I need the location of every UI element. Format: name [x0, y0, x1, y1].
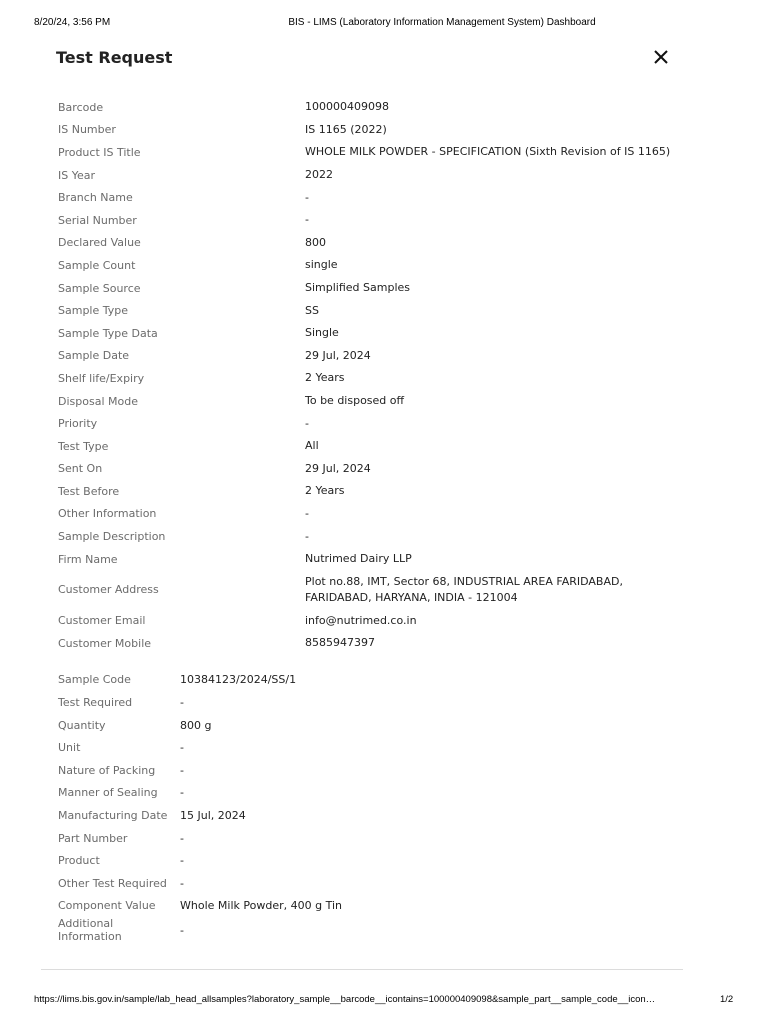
sample-row-quantity: [58, 714, 698, 737]
detail-value: single: [305, 258, 338, 272]
detail-value: Simplified Samples: [305, 281, 410, 295]
detail-value: 2 Years: [305, 371, 345, 385]
sample-row-additional-information: [58, 917, 698, 943]
detail-label: Serial Number: [58, 213, 137, 227]
sample-value: -: [180, 876, 184, 890]
sample-row-manner-of-sealing: [58, 782, 698, 805]
detail-row-customer-email: [58, 609, 698, 632]
detail-value: 2 Years: [305, 484, 345, 498]
detail-label: Sample Date: [58, 349, 130, 363]
detail-value: 800: [305, 235, 326, 249]
detail-value: 100000409098: [305, 100, 389, 114]
detail-label: IS Year: [58, 168, 96, 182]
detail-row-customer-address: [58, 570, 698, 609]
detail-label: Test Type: [58, 439, 109, 453]
detail-label: Sample Description: [58, 530, 166, 544]
detail-label: Sample Count: [58, 258, 136, 272]
print-datetime: 8/20/24, 3:56 PM: [34, 17, 111, 28]
sample-details-section: [58, 669, 698, 944]
detail-row-sample-count: [58, 254, 698, 277]
sample-value: -: [180, 854, 184, 868]
sample-label: Part Number: [58, 831, 128, 845]
detail-label: Test Before: [58, 484, 120, 498]
detail-row-sample-description: [58, 525, 698, 548]
print-page-title: BIS - LIMS (Laboratory Information Management System) Dashboard: [288, 17, 596, 28]
detail-value: -: [305, 529, 309, 543]
sample-value: 10384123/2024/SS/1: [180, 673, 297, 687]
sample-value: -: [180, 741, 184, 755]
detail-value: 8585947397: [305, 636, 375, 650]
detail-label: Firm Name: [58, 552, 118, 566]
sample-row-other-test-required: [58, 872, 698, 895]
detail-value: -: [305, 506, 309, 520]
detail-label: IS Number: [58, 123, 116, 137]
sample-value: -: [180, 696, 184, 710]
sample-label: Manner of Sealing: [58, 786, 158, 800]
detail-value: To be disposed off: [305, 394, 405, 408]
detail-label: Other Information: [58, 507, 157, 521]
detail-value: WHOLE MILK POWDER - SPECIFICATION (Sixth Revision of IS 1165): [305, 145, 671, 159]
detail-value: 2022: [305, 168, 333, 182]
detail-row-is-number: [58, 119, 698, 142]
detail-label: Priority: [58, 417, 98, 431]
sample-row-nature-of-packing: [58, 759, 698, 782]
sample-row-part-number: [58, 827, 698, 850]
detail-value: 29 Jul, 2024: [305, 461, 371, 475]
detail-row-branch-name: [58, 186, 698, 209]
detail-row-declared-value: [58, 232, 698, 255]
sample-label: Manufacturing Date: [58, 809, 168, 823]
sample-label: Test Required: [58, 696, 133, 710]
sample-row-product: [58, 849, 698, 872]
detail-label: Customer Address: [58, 583, 159, 597]
detail-row-shelf-life: [58, 367, 698, 390]
sample-row-unit: [58, 736, 698, 759]
detail-value: -: [305, 213, 309, 227]
sample-label: Additional Information: [58, 917, 122, 944]
detail-value: IS 1165 (2022): [305, 122, 387, 136]
detail-row-firm-name: [58, 548, 698, 571]
close-button[interactable]: [650, 46, 672, 68]
sample-label: Quantity: [58, 718, 106, 732]
detail-value: Plot no.88, IMT, Sector 68, INDUSTRIAL AREA FARIDABAD, FARIDABAD, HARYANA, INDIA - 121004: [305, 574, 623, 604]
detail-label: Product IS Title: [58, 145, 141, 159]
detail-value: Single: [305, 326, 339, 340]
sample-value: -: [180, 831, 184, 845]
request-details-section: [58, 96, 698, 655]
sample-value: Whole Milk Powder, 400 g Tin: [180, 899, 342, 913]
detail-label: Customer Mobile: [58, 636, 152, 650]
sample-row-test-required: [58, 691, 698, 714]
detail-row-priority: [58, 412, 698, 435]
detail-value: -: [305, 416, 309, 430]
detail-row-serial-number: [58, 209, 698, 232]
detail-label: Sample Source: [58, 281, 141, 295]
sample-label: Unit: [58, 741, 81, 755]
detail-row-is-year: [58, 164, 698, 187]
detail-value: 29 Jul, 2024: [305, 348, 371, 362]
detail-row-test-before: [58, 480, 698, 503]
print-url: https://lims.bis.gov.in/sample/lab_head_allsamples?laboratory_sample__barcode__icontains=100000409098&sample_part__sample_code__icon…: [34, 994, 656, 1005]
sample-value: -: [180, 763, 184, 777]
detail-label: Branch Name: [58, 191, 133, 205]
sample-value: 800 g: [180, 718, 212, 732]
detail-label: Barcode: [58, 100, 104, 114]
test-request-details: [58, 96, 698, 943]
print-header: [0, 17, 768, 31]
sample-label: Other Test Required: [58, 876, 167, 890]
sample-row-sample-code: [58, 669, 698, 692]
sample-row-manufacturing-date: [58, 804, 698, 827]
detail-value: info@nutrimed.co.in: [305, 613, 417, 627]
detail-row-barcode: [58, 96, 698, 119]
sample-value: 15 Jul, 2024: [180, 809, 246, 823]
close-icon: [650, 46, 672, 68]
sample-value: -: [180, 923, 184, 937]
sample-value: -: [180, 786, 184, 800]
footer-divider: [41, 969, 683, 970]
sample-label: Nature of Packing: [58, 763, 156, 777]
detail-label: Sample Type: [58, 304, 129, 318]
sample-label: Product: [58, 854, 100, 868]
detail-row-test-type: [58, 435, 698, 458]
detail-value: SS: [305, 303, 319, 317]
sample-label: Sample Code: [58, 673, 131, 687]
detail-row-disposal-mode: [58, 390, 698, 413]
print-page-number: 1/2: [720, 994, 734, 1005]
detail-label: Sample Type Data: [58, 326, 158, 340]
detail-row-product-is-title: [58, 141, 698, 164]
detail-row-sample-date: [58, 345, 698, 368]
detail-row-sample-source: [58, 277, 698, 300]
detail-label: Sent On: [58, 462, 103, 476]
sample-row-component-value: [58, 895, 698, 918]
detail-label: Declared Value: [58, 236, 141, 250]
modal-title: Test Request: [56, 48, 173, 67]
detail-value: All: [305, 439, 319, 453]
detail-label: Customer Email: [58, 614, 146, 628]
detail-row-sample-type: [58, 299, 698, 322]
detail-row-sample-type-data: [58, 322, 698, 345]
detail-value: -: [305, 190, 309, 204]
detail-row-customer-mobile: [58, 632, 698, 655]
detail-value: Nutrimed Dairy LLP: [305, 552, 412, 566]
sample-label: Component Value: [58, 899, 156, 913]
detail-label: Shelf life/Expiry: [58, 371, 145, 385]
detail-row-sent-on: [58, 458, 698, 481]
detail-row-other-information: [58, 503, 698, 526]
detail-label: Disposal Mode: [58, 394, 138, 408]
